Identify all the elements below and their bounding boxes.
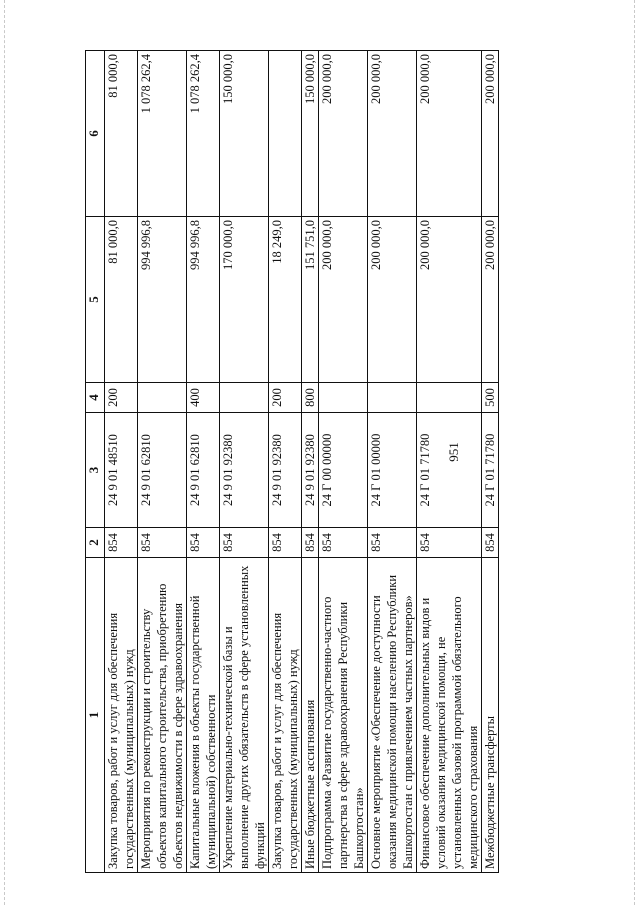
header-col-1: 1 xyxy=(86,558,105,873)
row-code: 854 xyxy=(319,528,368,558)
row-target: 24 9 01 48510 xyxy=(105,413,138,528)
table-row xyxy=(105,51,138,873)
row-value-6: 200 000,0 xyxy=(482,51,499,217)
row-name: Закупка товаров, работ и услуг для обеспечения государственных (муниципальных) нужд xyxy=(269,558,302,873)
header-row xyxy=(86,51,105,873)
row-code: 854 xyxy=(302,528,319,558)
table-row xyxy=(368,51,417,873)
row-value-5: 994 996,8 xyxy=(187,217,220,383)
rotated-table-container xyxy=(85,51,555,873)
row-code: 854 xyxy=(187,528,220,558)
row-code: 854 xyxy=(269,528,302,558)
row-value-6: 200 000,0 xyxy=(319,51,368,217)
row-value-5: 81 000,0 xyxy=(105,217,138,383)
row-value-5: 18 249,0 xyxy=(269,217,302,383)
table-row xyxy=(138,51,187,873)
row-code: 854 xyxy=(220,528,269,558)
header-col-5: 5 xyxy=(86,217,105,383)
table-row xyxy=(269,51,302,873)
row-name: Мероприятия по реконструкции и строительству объектов капитального строительства, приобретению объектов недвижимости в сфере здравоохранения xyxy=(138,558,187,873)
header-col-2: 2 xyxy=(86,528,105,558)
header-col-3: 3 xyxy=(86,413,105,528)
row-target: 24 Г 01 71780 xyxy=(482,413,499,528)
row-kind: 500 xyxy=(482,383,499,413)
row-code: 854 xyxy=(482,528,499,558)
row-target: 24 Г 01 00000 xyxy=(368,413,417,528)
row-kind xyxy=(319,383,368,413)
row-value-5: 994 996,8 xyxy=(138,217,187,383)
row-value-5: 200 000,0 xyxy=(368,217,417,383)
row-value-5: 200 000,0 xyxy=(482,217,499,383)
row-value-6: 150 000,0 xyxy=(220,51,269,217)
row-value-5: 200 000,0 xyxy=(319,217,368,383)
table-row xyxy=(319,51,368,873)
row-value-6: 150 000,0 xyxy=(302,51,319,217)
row-kind: 200 xyxy=(105,383,138,413)
row-value-5: 200 000,0 xyxy=(417,217,482,383)
row-name: Укрепление материально-технической базы и выполнение других обязательств в сфере установленных функций xyxy=(220,558,269,873)
row-target: 24 9 01 92380 xyxy=(220,413,269,528)
row-kind xyxy=(417,383,482,413)
row-code: 854 xyxy=(105,528,138,558)
row-code: 854 xyxy=(368,528,417,558)
row-name: Подпрограмма «Развитие государственно-частного партнерства в сфере здравоохранения Республики Башкортостан» xyxy=(319,558,368,873)
row-value-6 xyxy=(269,51,302,217)
row-target: 24 9 01 92380 xyxy=(269,413,302,528)
table-row xyxy=(302,51,319,873)
header-col-4: 4 xyxy=(86,383,105,413)
row-target: 24 Г 00 00000 xyxy=(319,413,368,528)
row-kind xyxy=(368,383,417,413)
row-target: 24 9 01 92380 xyxy=(302,413,319,528)
row-target: 24 Г 01 71780 xyxy=(417,413,482,528)
table-row xyxy=(187,51,220,873)
row-name: Межбюджетные трансферты xyxy=(482,558,499,873)
row-value-6: 1 078 262,4 xyxy=(138,51,187,217)
row-value-6: 200 000,0 xyxy=(368,51,417,217)
row-name: Капитальные вложения в объекты государственной (муниципальной) собственности xyxy=(187,558,220,873)
row-name: Финансовое обеспечение дополнительных видов и условий оказания медицинской помощи, не установленных базовой программой обязательного медицинского страхования xyxy=(417,558,482,873)
page-number: 951 xyxy=(446,442,461,462)
row-code: 854 xyxy=(417,528,482,558)
row-kind: 200 xyxy=(269,383,302,413)
row-value-6: 81 000,0 xyxy=(105,51,138,217)
row-kind: 400 xyxy=(187,383,220,413)
row-kind xyxy=(220,383,269,413)
header-col-6: 6 xyxy=(86,51,105,217)
table-row xyxy=(417,51,482,873)
scan-edge-right xyxy=(634,0,635,905)
row-kind xyxy=(138,383,187,413)
row-value-6: 200 000,0 xyxy=(417,51,482,217)
row-name: Основное мероприятие «Обеспечение доступности оказания медицинской помощи населению Республики Башкортостан с привлечением частных партнеров» xyxy=(368,558,417,873)
row-name: Закупка товаров, работ и услуг для обеспечения государственных (муниципальных) нужд xyxy=(105,558,138,873)
row-value-5: 170 000,0 xyxy=(220,217,269,383)
table-row xyxy=(220,51,269,873)
scan-edge-left xyxy=(4,0,5,905)
row-kind: 800 xyxy=(302,383,319,413)
row-value-5: 151 751,0 xyxy=(302,217,319,383)
table-row xyxy=(482,51,499,873)
row-name: Иные бюджетные ассигнования xyxy=(302,558,319,873)
row-code: 854 xyxy=(138,528,187,558)
row-target: 24 9 01 62810 xyxy=(138,413,187,528)
row-target: 24 9 01 62810 xyxy=(187,413,220,528)
budget-table xyxy=(85,50,499,873)
row-value-6: 1 078 262,4 xyxy=(187,51,220,217)
